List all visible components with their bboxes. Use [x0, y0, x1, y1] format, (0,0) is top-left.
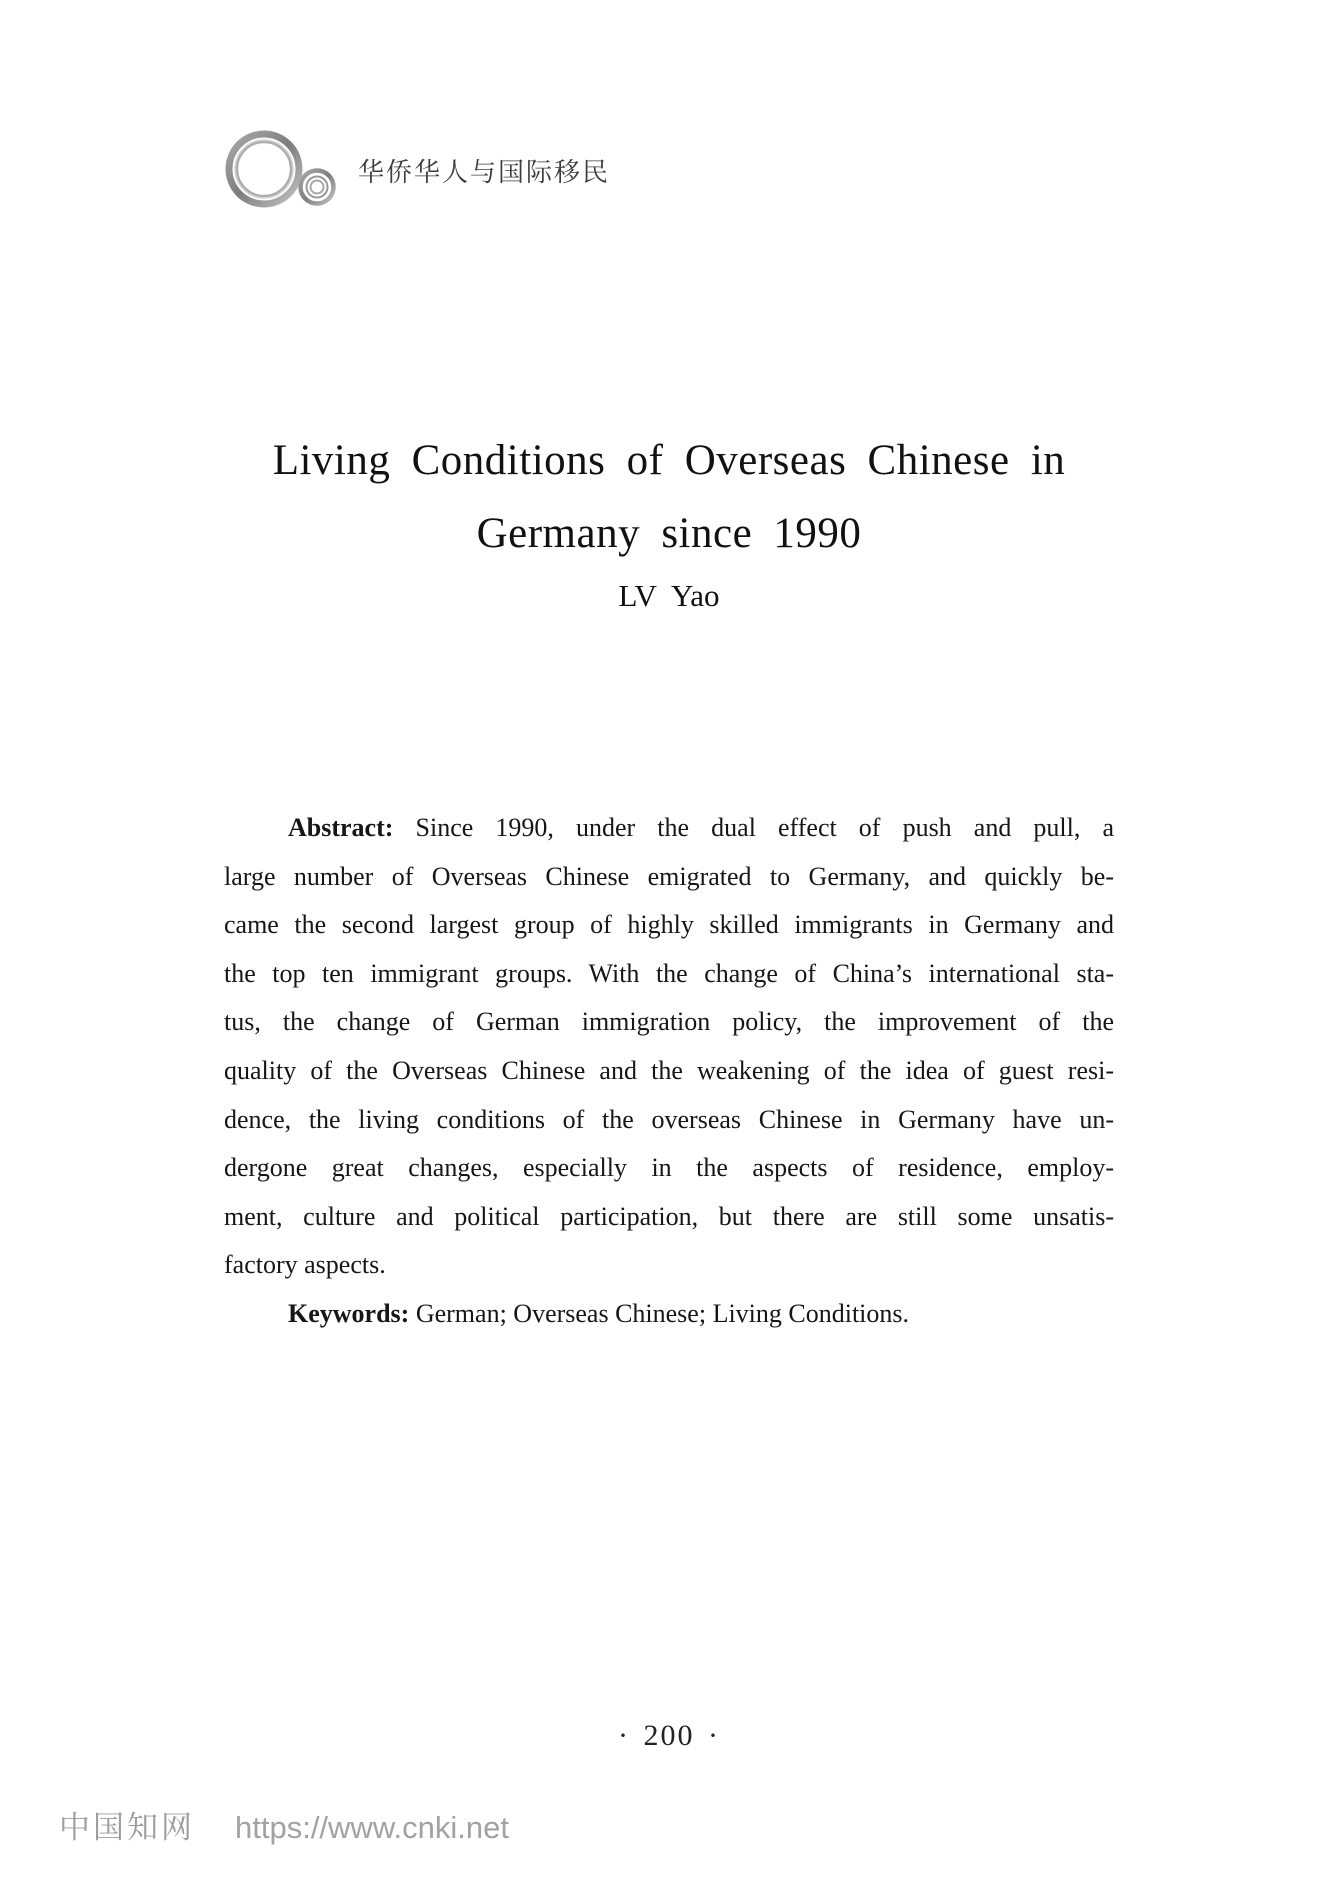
abstract-line: tus, the change of German immigration policy, the improvement of the — [224, 1007, 1114, 1037]
journal-series-title: 华侨华人与国际移民 — [358, 156, 611, 187]
abstract-line: dergone great changes, especially in the aspects of residence, employ- — [224, 1153, 1114, 1183]
cnki-footer — [59, 1802, 509, 1847]
abstract-line: came the second largest group of highly skilled immigrants in Germany and — [224, 910, 1114, 940]
abstract-line: the top ten immigrant groups. With the change of China’s international sta- — [224, 958, 1114, 988]
article-title-line2: Germany since 1990 — [476, 510, 862, 557]
journal-brand — [220, 124, 610, 216]
article-author: LV Yao — [618, 578, 720, 613]
keywords-label: Keywords: — [288, 1298, 410, 1328]
abstract-line: dence, the living conditions of the overseas Chinese in Germany have un- — [224, 1104, 1114, 1134]
cnki-site-url: https://www.cnki.net — [235, 1810, 509, 1845]
abstract-block — [224, 804, 1114, 1339]
article-title-line1: Living Conditions of Overseas Chinese in — [272, 437, 1066, 484]
keywords-line — [224, 1290, 1114, 1339]
abstract-text: Since 1990, under the dual effect of push and pull, a — [415, 813, 1114, 842]
abstract-label: Abstract: — [288, 813, 394, 842]
cnki-site-name: 中国知网 — [59, 1810, 195, 1845]
abstract-line: large number of Overseas Chinese emigrated to Germany, and quickly be- — [224, 861, 1114, 891]
page-number: · 200 · — [618, 1719, 720, 1752]
abstract-line: ment, culture and political participation, but there are still some unsatis- — [224, 1201, 1114, 1231]
two-rings-logo-icon — [220, 124, 342, 216]
abstract-line — [224, 804, 1114, 853]
abstract-line: factory aspects. — [224, 1250, 386, 1280]
abstract-line: quality of the Overseas Chinese and the weakening of the idea of guest resi- — [224, 1055, 1114, 1085]
article-title — [0, 424, 1338, 570]
keywords-text: German; Overseas Chinese; Living Conditions. — [415, 1298, 910, 1328]
